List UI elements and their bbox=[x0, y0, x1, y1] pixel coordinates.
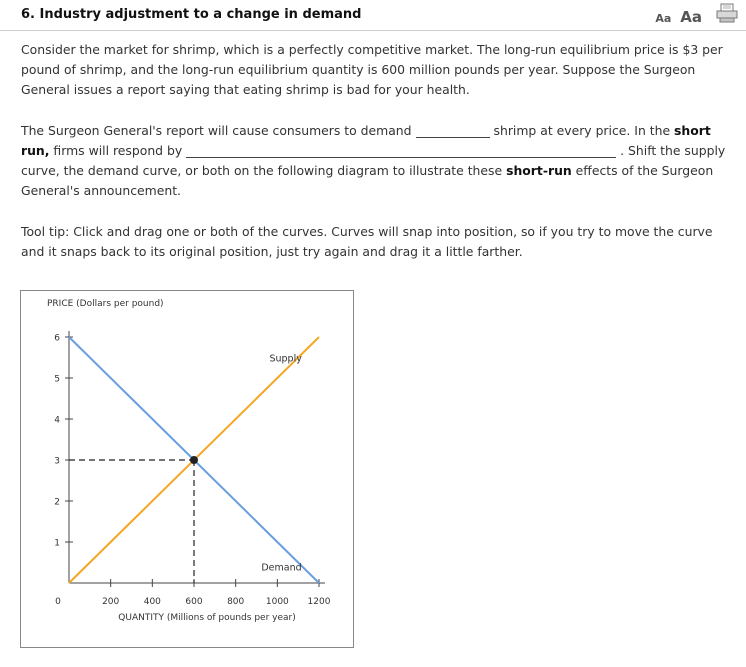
y-tick-label: 4 bbox=[54, 415, 60, 426]
firm-response-dropdown[interactable] bbox=[186, 143, 616, 158]
x-tick-label: 200 bbox=[102, 597, 120, 607]
x-tick-label: 600 bbox=[185, 597, 203, 607]
question-text-4: . Shift the supply curve, the demand curve, or both on the following diagram to illustrate these bbox=[21, 143, 726, 178]
short-run-bold-1: short run, bbox=[21, 123, 711, 158]
tool-tip-paragraph: Tool tip: Click and drag one or both of the curves. Curves will snap into position, so if you try to move the curve and it snaps back to its original position, just try again and drag it a little farther. bbox=[21, 224, 713, 259]
x-axis-title: QUANTITY (Millions of pounds per year) bbox=[118, 613, 296, 623]
printer-icon[interactable] bbox=[716, 3, 738, 23]
x-tick-label: 800 bbox=[227, 597, 245, 607]
equilibrium-point bbox=[190, 456, 198, 464]
font-size-controls bbox=[655, 8, 702, 26]
x-tick-label: 1000 bbox=[265, 597, 289, 607]
y-tick-label: 5 bbox=[54, 374, 60, 385]
intro-paragraph: Consider the market for shrimp, which is a perfectly competitive market. The long-run equilibrium price is $3 per pound of shrimp, and the long-run equilibrium quantity is 600 million pounds per year. Suppose the Surgeon General issues a report saying that eating shrimp is bad for your health. bbox=[21, 42, 723, 97]
question-text-2: shrimp at every price. In the bbox=[493, 123, 671, 138]
header-divider bbox=[0, 30, 746, 31]
y-tick-label: 2 bbox=[54, 497, 60, 508]
demand-curve-label: Demand bbox=[261, 562, 302, 574]
y-tick-label: 3 bbox=[54, 456, 60, 467]
origin-label: 0 bbox=[55, 597, 61, 607]
short-run-bold-2: short-run bbox=[506, 163, 572, 178]
question-text-1: The Surgeon General's report will cause consumers to demand bbox=[21, 123, 412, 138]
font-size-large-button[interactable]: Aa bbox=[680, 8, 702, 26]
question-paragraph bbox=[21, 121, 736, 201]
supply-demand-chart bbox=[20, 290, 354, 648]
question-title: 6. Industry adjustment to a change in demand bbox=[21, 7, 362, 22]
supply-curve-label: Supply bbox=[269, 353, 302, 365]
y-tick-label: 6 bbox=[54, 333, 60, 344]
chart-svg bbox=[21, 291, 353, 647]
font-size-small-button[interactable]: Aa bbox=[655, 12, 672, 25]
demand-change-dropdown[interactable] bbox=[416, 123, 490, 138]
x-tick-label: 1200 bbox=[307, 597, 331, 607]
y-axis-title: PRICE (Dollars per pound) bbox=[47, 299, 164, 309]
question-text-5: effects of the Surgeon General's announcement. bbox=[21, 163, 714, 198]
x-tick-label: 400 bbox=[143, 597, 161, 607]
y-tick-label: 1 bbox=[54, 538, 60, 549]
question-text-3: firms will respond by bbox=[53, 143, 183, 158]
